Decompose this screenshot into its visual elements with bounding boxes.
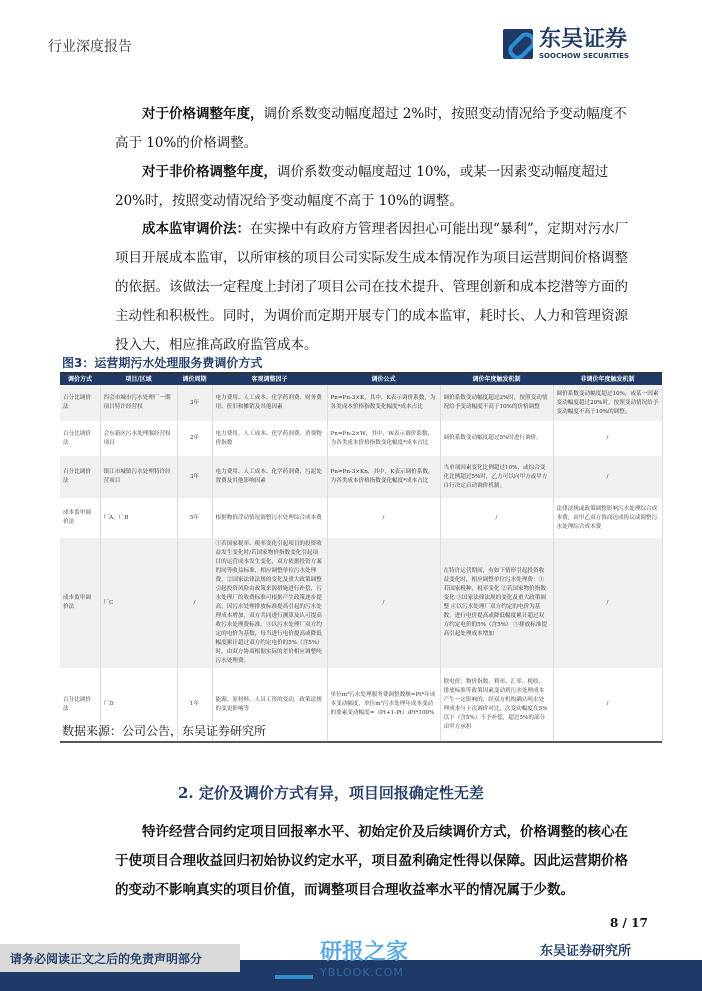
table-cell: 除电价、物价指数、利率、汇率、税收、排放标准等政策因素变动到污水处理成本产生一定影响的，经双方机构确认吨水处理成本与上次调价对比，次变动幅度在5%以下（含5%）不予补偿，超过5%的部分由甲方承担 xyxy=(440,668,553,741)
watermark-en: YBLOOK.COM xyxy=(320,966,404,979)
table-cell: 电力费用、人工成本、化学药剂费、财务费用、折旧和摊销及其他因素 xyxy=(212,385,327,421)
column-header: 非调价年度触发机制 xyxy=(553,374,662,385)
table-cell: / xyxy=(177,538,212,668)
paragraph xyxy=(115,215,635,360)
table-cell: 5年 xyxy=(177,498,212,538)
table-row xyxy=(60,385,662,421)
figure-title: 图3：运营期污水处理服务费调价方式 xyxy=(62,356,263,370)
closing-paragraph: 特许经营合同约定项目回报率水平、初始定价及后续调价方式，价格调整的核心在于使项目合理收益回归初始协议约定水平，项目盈利确定性得以保障。因此运营期价格的变动不影响真实的项目价值，而调整项目合理收益率水平的情况属于少数。 xyxy=(115,824,628,898)
column-header: 调价方式 xyxy=(60,374,100,385)
table-cell: 成本监审调价法 xyxy=(60,498,100,538)
table-row xyxy=(60,456,662,498)
table-cell: / xyxy=(553,456,662,498)
table-cell: 厂A、厂B xyxy=(100,498,177,538)
logo-text-cn: 东吴证券 xyxy=(539,27,628,52)
paragraph-lead: 对于非价格调整年度， xyxy=(142,164,277,180)
watermark-cn: 研报之家 xyxy=(320,940,409,965)
table-cell: 调价系数变动幅度超过10%，或某一因素变动幅度超过20%时，按照变动情况给予变动幅度不高于10%的调整。 xyxy=(553,385,662,421)
column-header: 调价公式 xyxy=(327,374,440,385)
paragraph-text: 调价系数变动幅度超过 10%，或某一因素变动幅度超过 20%时，按照变动情况给予变动幅度不高于 10%的调整。 xyxy=(115,164,609,209)
table-cell: / xyxy=(553,538,662,668)
table-row xyxy=(60,498,662,538)
table-cell: 电力费用、人工成本、化学药剂费、污泥处置费及其他影响因素 xyxy=(212,456,327,498)
table-cell: Pn=Pn-3×K，其中，K表示调价系数，为各类成本价格指数变化幅度*成本占比 xyxy=(327,385,440,421)
logo-text-en: SOOCHOW SECURITIES xyxy=(539,52,629,60)
paragraph-lead: 成本监审调价法： xyxy=(142,221,250,237)
logo-icon xyxy=(503,29,533,59)
column-header: 调价年度触发机制 xyxy=(440,374,553,385)
table-cell: 厂D xyxy=(100,668,177,741)
table-cell: 百分比调价法 xyxy=(60,456,100,498)
report-type-label: 行业深度报告 xyxy=(48,39,132,55)
chart-icon xyxy=(275,939,313,979)
table-cell: / xyxy=(553,421,662,456)
column-header: 项目/区域 xyxy=(100,374,177,385)
table-cell: 镇江市城镇污水处理特许经营项目 xyxy=(100,456,177,498)
paragraph-lead: 对于价格调整年度， xyxy=(142,106,264,122)
table-row xyxy=(60,421,662,456)
table-cell: 单位m³污水处理服务费调整数额=Pt*年成本变动幅度，单位m³污水处理年成本变动的要素变动幅度=（Pt+1-Pt）/Pt*100% xyxy=(327,668,440,741)
table-cell: 根据物价浮动情况调整污水处理综合成本费 xyxy=(212,498,327,538)
table-cell: 四会市城市污水处理厂一期项目特许经营权 xyxy=(100,385,177,421)
table-cell: / xyxy=(553,668,662,741)
table-cell: 调价系数变动幅度超过5%时进行调价。 xyxy=(440,421,553,456)
table-cell: 在特许运营期间，有如下情形引起投资收益变化时，相应调整单位污水处理费：①若国家税种、税率变化 ②若国家物价指数变化 ③国家法律法规的变化及重大政策调整 ④以污水处理厂双方约定的电价为基数，进行电价提高或降低幅度累计超过双方约定电价的5%（含5%） ⑤排放标准提高引起处理成本增加 xyxy=(440,538,553,668)
table-cell: 会东新区污水处理服经营权项目 xyxy=(100,421,177,456)
disclaimer-notice: 请务必阅读正文之后的免责声明部分 xyxy=(0,944,240,972)
company-logo xyxy=(503,28,629,60)
data-source: 数据来源：公司公告，东吴证券研究所 xyxy=(62,724,267,738)
table-cell: 成本监审调价法 xyxy=(60,538,100,668)
paragraph-text: 调价系数变动幅度超过 2%时，按照变动情况给予变动幅度不高于 10%的价格调整。 xyxy=(115,106,627,151)
column-header: 调价周期 xyxy=(177,374,212,385)
table-cell: 法律法规或政策调整影响污水处理综合成本费，由甲乙双方协商达成协议或调整污水处理综合成本费 xyxy=(553,498,662,538)
paragraph xyxy=(115,158,635,216)
price-adjustment-table xyxy=(60,372,662,743)
table-cell: Pn=Pn-2×W，其中，W表示调价系数，为各类成本价格指数变化幅度*成本占比 xyxy=(327,421,440,456)
table-cell: 电力费用、人工成本、化学药剂费、消费物价指数 xyxy=(212,421,327,456)
table-cell: 百分比调价法 xyxy=(60,385,100,421)
table-cell: Pn=Pn-3×Kn，其中，K表示调价系数，为各类成本价格指数变化幅度*成本占比 xyxy=(327,456,440,498)
table-cell: 调价系数变动幅度超过2%时，按照变动情况给予变动幅度不高于10%的价格调整 xyxy=(440,385,553,421)
table-cell: 3年 xyxy=(177,385,212,421)
table-header-row xyxy=(60,374,662,385)
table-cell: 当单项因素变化比例超过10%，或综合变化比例超过5%时，乙方可以向甲方或甲方自行决定启动调价机制。 xyxy=(440,456,553,498)
table-cell: / xyxy=(440,498,553,538)
table-cell: 3年 xyxy=(177,456,212,498)
institute-name: 东吴证券研究所 xyxy=(540,944,632,959)
table-cell: ①若国家税率、税率变化引起项目的投资收益发生变化时/若国家物价指数变化引起项目的运营成本发生变化，双方依据投资方案的同等收益标准，相应调整单位污水处理费。②国家法律法规的变化及重大政策调整引起投资风险由政策来源措施进行补偿，污水处理厂的收费标准可根据产生政策逐步提高，因污水处理排放标准提高引起的污水处理成本增加，双方共同进行测算及认可提高收污水处理费标准。③以污水处理厂双方约定的电价为基数，每当进行电价提高或降低幅度累计超过双方约定电价的5%（含5%）时，由双方协商根据实际的差价相应调整吨污水处理费。 xyxy=(212,538,327,668)
paragraph xyxy=(115,100,635,158)
table-row xyxy=(60,538,662,668)
table-cell: / xyxy=(327,538,440,668)
page-number: 8 / 17 xyxy=(610,916,648,930)
table-cell: 厂C xyxy=(100,538,177,668)
table-cell: / xyxy=(327,498,440,538)
table-cell: 2年 xyxy=(177,421,212,456)
column-header: 客观调整因子 xyxy=(212,374,327,385)
table-cell: 百分比调价法 xyxy=(60,668,100,741)
table-cell: 1年 xyxy=(177,668,212,741)
section-heading: 2. 定价及调价方式有异，项目回报确定性无差 xyxy=(178,784,484,802)
watermark xyxy=(275,935,408,979)
table-cell: 百分比调价法 xyxy=(60,421,100,456)
table-cell: 能源、原材料、人员工资的变动，政策法规的变更影响等 xyxy=(212,668,327,741)
paragraph-text: 在实操中有政府方管理者因担心可能出现“暴利”，定期对污水厂项目开展成本监审，以所审核的项目公司实际发生成本情况作为项目运营期间价格调整的依据。该做法一定程度上封闭了项目公司在技术提升、管理创新和成本挖潜等方面的主动性和积极性。同时，为调价而定期开展专门的成本监审，耗时长、人力和管理资源投入大，相应推高政府监管成本。 xyxy=(115,221,629,353)
